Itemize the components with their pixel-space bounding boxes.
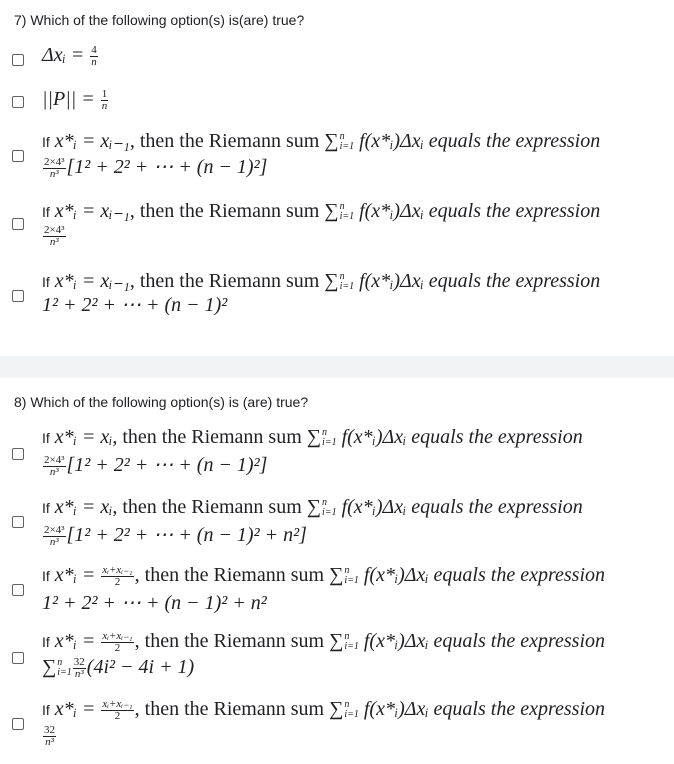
option-line-2: $\frac{\text{2×4³}}{\text{n³}}$ [1² + 2² + ⋯ + (n − 1)² + n²]: [44, 523, 307, 548]
question-separator: [0, 356, 674, 378]
checkbox[interactable]: [12, 150, 24, 162]
option-text: ||P|| = $\frac{1}{n}$: [42, 87, 108, 112]
checkbox[interactable]: [12, 516, 24, 528]
question-8: [0, 378, 674, 764]
option-line-2: $\frac{\text{2×4³}}{\text{n³}}$: [44, 223, 65, 248]
option-line-1: If x*ᵢ = $\frac{\text{xᵢ+xᵢ₋₁}}{2}$ , then the Riemann sum ∑ n i=1 f(x*ᵢ)Δxᵢ equals the expression: [42, 563, 606, 588]
checkbox[interactable]: [12, 218, 24, 230]
question-8-title: 8) Which of the following option(s) is (are) true?: [14, 394, 309, 410]
question-7: [0, 0, 674, 356]
checkbox[interactable]: [12, 718, 24, 730]
option-line-1: If x*ᵢ = xᵢ₋₁, then the Riemann sum ∑ n i=1 f(x*ᵢ)Δxᵢ equals the expression: [42, 270, 601, 293]
option-line-2: $\frac{32}{\text{n³}}$: [44, 723, 55, 748]
option-line-1: If x*ᵢ = $\frac{\text{xᵢ+xᵢ₋₁}}{2}$ , then the Riemann sum ∑ n i=1 f(x*ᵢ)Δxᵢ equals the expression: [42, 629, 606, 654]
checkbox[interactable]: [12, 54, 24, 66]
checkbox[interactable]: [12, 584, 24, 596]
option-line-1: If x*ᵢ = xᵢ, then the Riemann sum ∑ n i=1 f(x*ᵢ)Δxᵢ equals the expression: [42, 426, 583, 449]
checkbox[interactable]: [12, 290, 24, 302]
option-line-1: If x*ᵢ = xᵢ₋₁, then the Riemann sum ∑ n i=1 f(x*ᵢ)Δxᵢ equals the expression: [42, 130, 601, 153]
option-line-2: 1² + 2² + ⋯ + (n − 1)² + n²: [42, 592, 267, 614]
checkbox[interactable]: [12, 96, 24, 108]
option-line-2: ∑ n i=1 $\frac{32}{\text{n³}}$ (4i² − 4i + 1): [42, 655, 195, 680]
option-line-1: If x*ᵢ = xᵢ, then the Riemann sum ∑ n i=1 f(x*ᵢ)Δxᵢ equals the expression: [42, 496, 583, 519]
option-line-1: If x*ᵢ = $\frac{\text{xᵢ+xᵢ₋₁}}{2}$ , then the Riemann sum ∑ n i=1 f(x*ᵢ)Δxᵢ equals the expression: [42, 697, 606, 722]
question-7-title: 7) Which of the following option(s) is(are) true?: [14, 12, 305, 28]
option-line-1: If x*ᵢ = xᵢ₋₁, then the Riemann sum ∑ n i=1 f(x*ᵢ)Δxᵢ equals the expression: [42, 200, 601, 223]
option-line-2: 1² + 2² + ⋯ + (n − 1)²: [42, 294, 228, 316]
option-line-2: $\frac{\text{2×4³}}{\text{n³}}$ [1² + 2² + ⋯ + (n − 1)²]: [44, 453, 268, 478]
checkbox[interactable]: [12, 448, 24, 460]
option-line-2: $\frac{\text{2×4³}}{\text{n³}}$ [1² + 2² + ⋯ + (n − 1)²]: [44, 155, 268, 180]
checkbox[interactable]: [12, 652, 24, 664]
option-text: Δxᵢ = $\frac{4}{n}$: [42, 43, 97, 68]
